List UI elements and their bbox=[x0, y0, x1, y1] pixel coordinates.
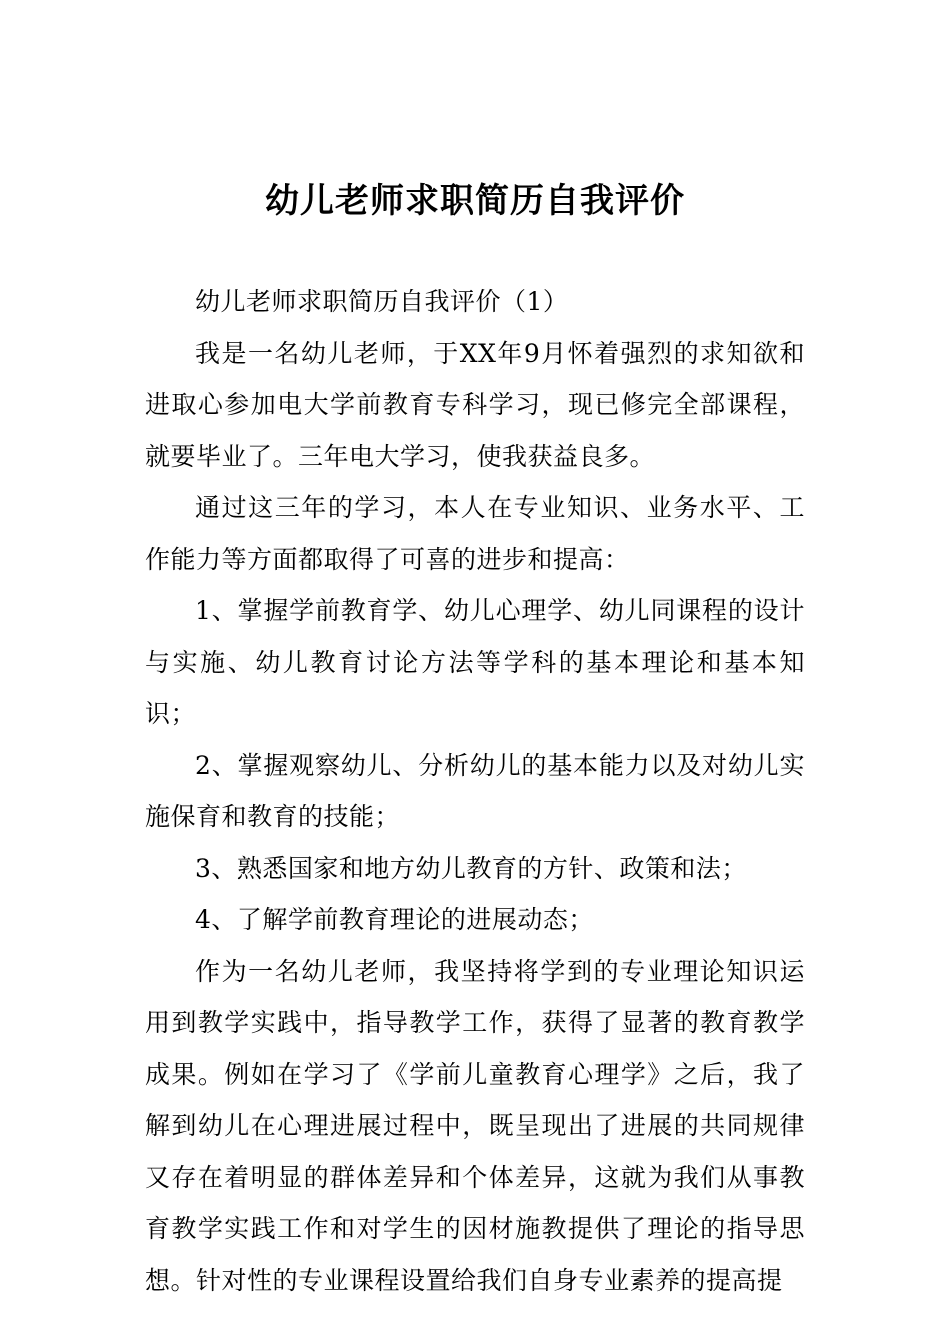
list-item-4: 4、了解学前教育理论的进展动态； bbox=[195, 905, 594, 934]
list-item-3: 3、熟悉国家和地方幼儿教育的方针、政策和法； bbox=[195, 853, 747, 883]
document-body bbox=[145, 276, 805, 1306]
paragraph-practice: 作为一名幼儿老师，我坚持将学到的专业理论知识运用到教学实践中，指导教学工作，获得了显著的教育教学成果。例如在学习了《学前儿童教育心理学》之后，我了解到幼儿在心理进展过程中，既呈现出了进展的共同规律又存在着明显的群体差异和个体差异，这就为我们从事教育教学实践工作和对学生的因材施教提供了理论的指导思想。针对性的专业课程设置给我们自身专业素养的提高提 bbox=[145, 956, 805, 1295]
list-item-2: 2、掌握观察幼儿、分析幼儿的基本能力以及对幼儿实施保育和教育的技能； bbox=[145, 750, 805, 831]
paragraph-intro: 我是一名幼儿老师，于XX年9月怀着强烈的求知欲和进取心参加电大学前教育专科学习，现已修完全部课程，就要毕业了。三年电大学习，使我获益良多。 bbox=[145, 338, 805, 471]
list-item-1: 1、掌握学前教育学、幼儿心理学、幼儿同课程的设计与实施、幼儿教育讨论方法等学科的基本理论和基本知识； bbox=[145, 596, 805, 728]
document-title: 幼儿老师求职简历自我评价 bbox=[265, 181, 685, 221]
paragraph-progress: 通过这三年的学习，本人在专业知识、业务水平、工作能力等方面都取得了可喜的进步和提高： bbox=[145, 493, 805, 574]
paragraph-subtitle: 幼儿老师求职简历自我评价（1） bbox=[195, 287, 569, 316]
